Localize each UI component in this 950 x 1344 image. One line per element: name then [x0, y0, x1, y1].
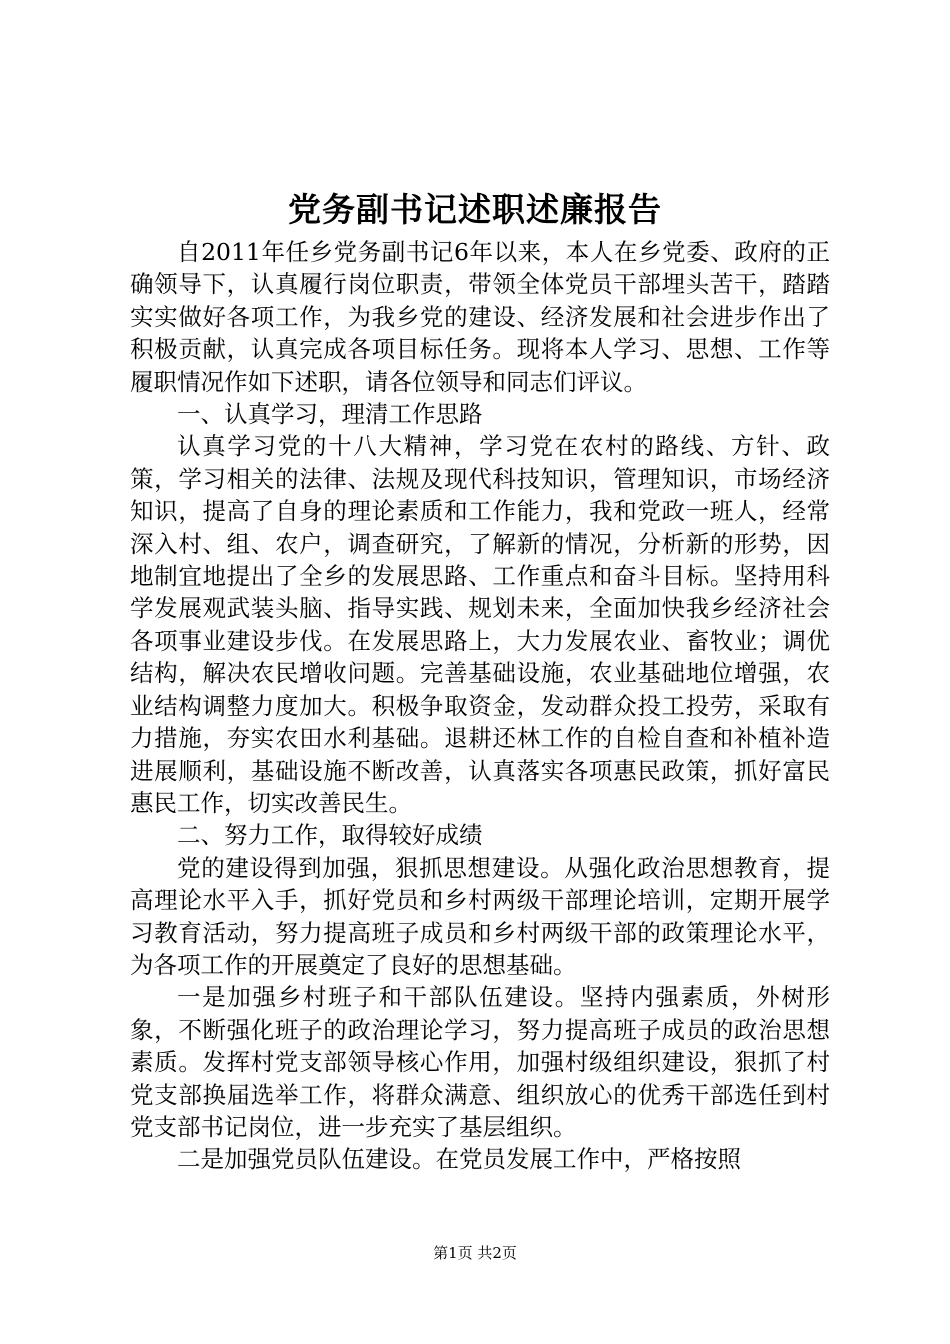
paragraph-team-building: 一是加强乡村班子和干部队伍建设。坚持内强素质，外树形象，不断强化班子的政治理论学习，努力提高班子成员的政治思想素质。发挥村党支部领导核心作用，加强村级组织建设，狠抓了村党支部换届选举工作，将群众满意、组织放心的优秀干部选任到村党支部书记岗位，进一步充实了基层组织。: [130, 983, 830, 1141]
document-body: [130, 236, 830, 1176]
paragraph-study: 认真学习党的十八大精神，学习党在农村的路线、方针、政策，学习相关的法律、法规及现代科技知识，管理知识，市场经济知识，提高了自身的理论素质和工作能力，我和党政一班人，经常深入村、组、农户，调查研究，了解新的情况，分析新的形势，因地制宜地提出了全乡的发展思路、工作重点和奋斗目标。坚持用科学发展观武装头脑、指导实践、规划未来，全面加快我乡经济社会各项事业建设步伐。在发展思路上，大力发展农业、畜牧业；调优结构，解决农民增收问题。完善基础设施，农业基础地位增强，农业结构调整力度加大。积极争取资金，发动群众投工投劳，采取有力措施，夯实农田水利基础。退耕还林工作的自检自查和补植补造进展顺利，基础设施不断改善，认真落实各项惠民政策，抓好富民惠民工作，切实改善民生。: [130, 432, 830, 817]
page-number-footer: 第1页 共2页: [433, 1244, 517, 1262]
paragraph-intro: 自2011年任乡党务副书记6年以来，本人在乡党委、政府的正确领导下，认真履行岗位职责，带领全体党员干部埋头苦干，踏踏实实做好各项工作，为我乡党的建设、经济发展和社会进步作出了积极贡献，认真完成各项目标任务。现将本人学习、思想、工作等履职情况作如下述职，请各位领导和同志们评议。: [130, 238, 830, 396]
paragraph-member-building: 二是加强党员队伍建设。在党员发展工作中，严格按照: [177, 1145, 741, 1174]
section-heading-1: 一、认真学习，理清工作思路: [177, 400, 483, 429]
section-heading-2: 二、努力工作，取得较好成绩: [177, 821, 483, 850]
paragraph-party-building: 党的建设得到加强，狠抓思想建设。从强化政治思想教育，提高理论水平入手，抓好党员和乡村两级干部理论培训，定期开展学习教育活动，努力提高班子成员和乡村两级干部的政策理论水平，为各项工作的开展奠定了良好的思想基础。: [130, 853, 830, 979]
document-title: 党务副书记述职述廉报告: [288, 190, 662, 229]
